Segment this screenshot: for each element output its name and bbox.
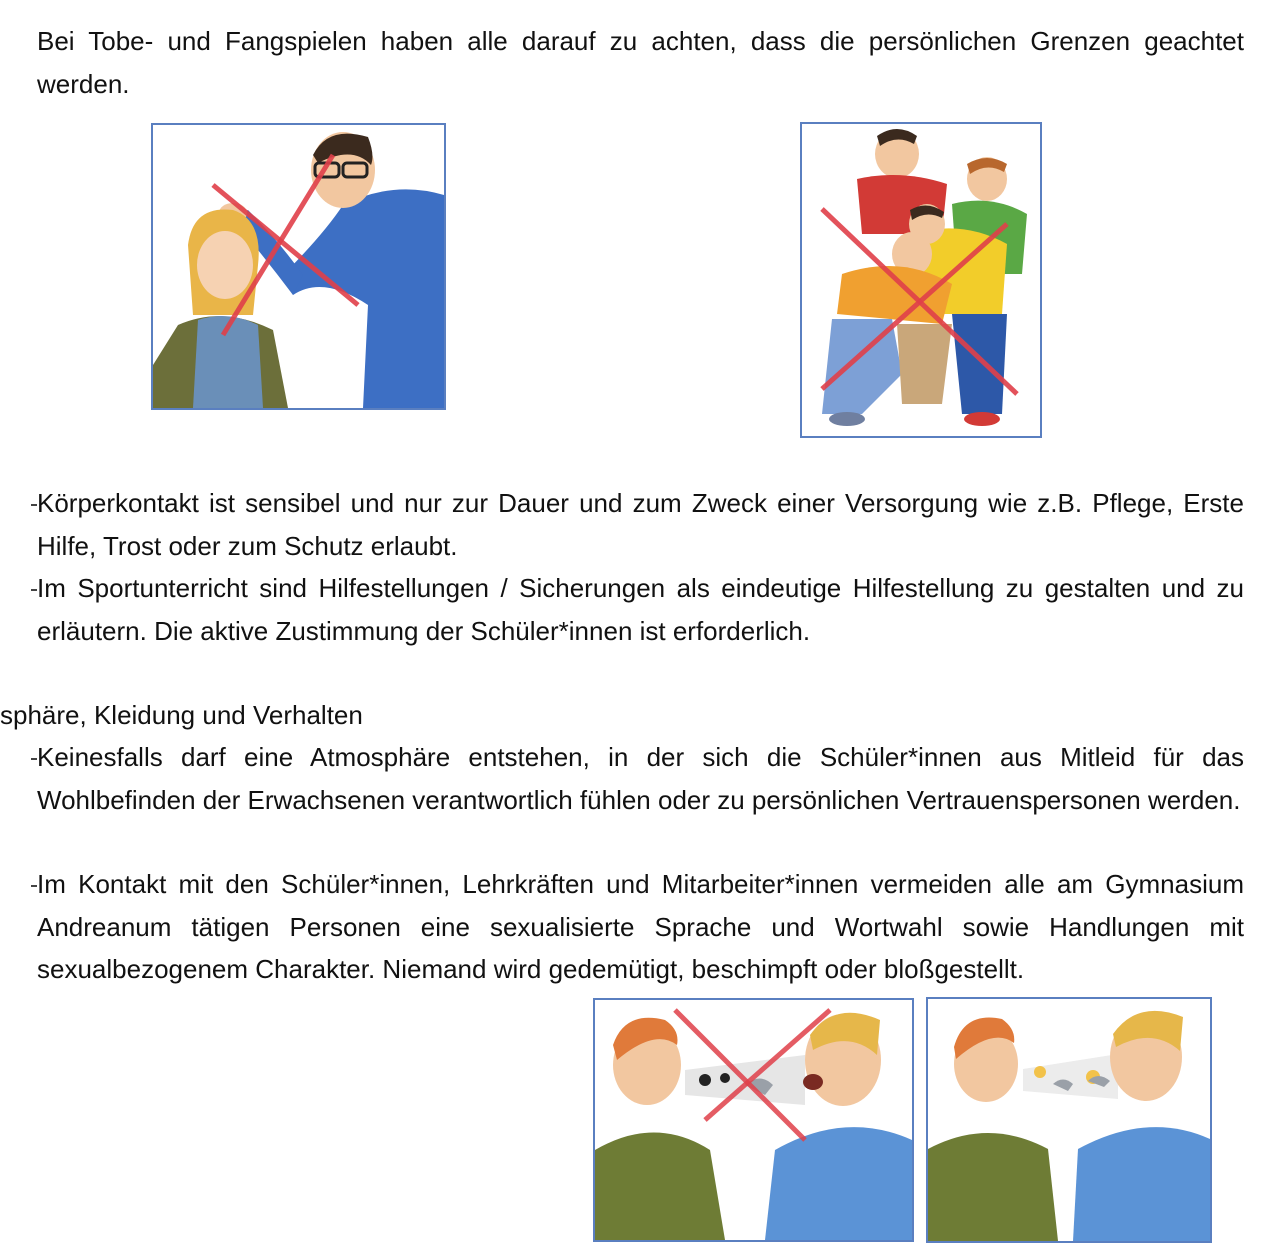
bullet-text: Keinesfalls darf eine Atmosphäre entstehen, in der sich die Schüler*innen aus Mitleid für das Wohlbefinden der Erwachsenen verantwortlich fühlen oder zu persönlichen Vertrauenspersonen werden. bbox=[37, 742, 1244, 815]
bullet-text: Körperkontakt ist sensibel und nur zur Dauer und zum Zweck einer Versorgung wie z.B. Pflege, Erste Hilfe, Trost oder zum Schutz erlaubt. bbox=[37, 488, 1244, 561]
bullet-marker bbox=[31, 504, 37, 506]
bullet-marker bbox=[31, 758, 37, 760]
roughhousing-drawing bbox=[802, 124, 1040, 436]
section-heading: sphäre, Kleidung und Verhalten bbox=[0, 700, 363, 730]
illustration-roughhousing bbox=[800, 122, 1042, 438]
friendly-talk-drawing bbox=[928, 999, 1210, 1241]
bullet-language bbox=[37, 863, 1244, 991]
bullet-body-contact bbox=[37, 482, 1244, 567]
bullet-text: Im Kontakt mit den Schüler*innen, Lehrkräften und Mitarbeiter*innen vermeiden alle am Gymnasium Andreanum tätigen Personen eine sexualisierte Sprache und Wortwahl sowie Handlungen mit sexualbezogenem Charakter. Niemand wird gedemütigt, beschimpft oder bloßgestellt. bbox=[37, 869, 1244, 984]
bullet-text: Im Sportunterricht sind Hilfestellungen / Sicherungen als eindeutige Hilfestellung zu gestalten und zu erläutern. Die aktive Zustimmung der Schüler*innen ist erforderlich. bbox=[37, 573, 1244, 646]
head-touch-drawing bbox=[153, 125, 444, 408]
bullet-atmosphere bbox=[37, 736, 1244, 821]
bullet-marker bbox=[31, 589, 37, 591]
illustration-head-touch bbox=[151, 123, 446, 410]
shouting-drawing bbox=[595, 1000, 912, 1240]
bullet-marker bbox=[31, 885, 37, 887]
illustration-shouting bbox=[593, 998, 914, 1242]
intro-text: Bei Tobe- und Fangspielen haben alle darauf zu achten, dass die persönlichen Grenzen geachtet werden. bbox=[37, 26, 1244, 99]
illustration-friendly-talk bbox=[926, 997, 1212, 1243]
bullet-sports-assistance bbox=[37, 567, 1244, 652]
intro-paragraph bbox=[37, 20, 1244, 105]
